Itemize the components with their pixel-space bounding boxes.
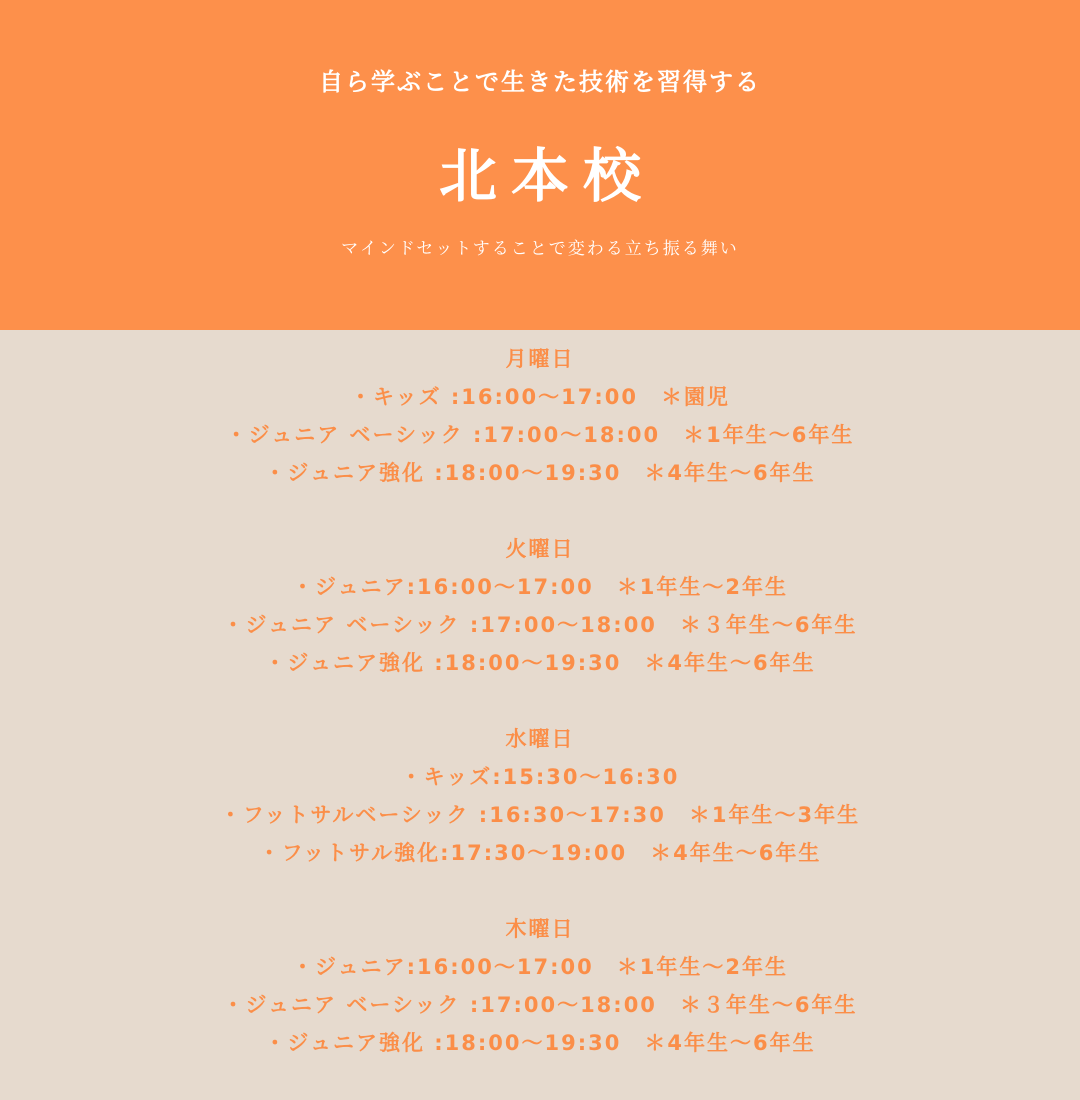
day-heading: 月曜日 bbox=[505, 347, 575, 371]
class-entry: ・ジュニア ベーシック :17:00〜18:00 ＊３年生〜6年生 bbox=[222, 613, 858, 637]
day-heading: 水曜日 bbox=[505, 727, 575, 751]
day-heading: 木曜日 bbox=[505, 917, 575, 941]
class-entry: ・キッズ :16:00〜17:00 ＊園児 bbox=[350, 385, 730, 409]
header-banner bbox=[0, 0, 1080, 330]
day-heading: 火曜日 bbox=[505, 537, 575, 561]
day-block-monday bbox=[0, 340, 1080, 492]
campus-title: 北本校 bbox=[438, 142, 655, 210]
class-entry: ・キッズ:15:30〜16:30 bbox=[400, 765, 680, 789]
day-block-tuesday bbox=[0, 530, 1080, 682]
class-entry: ・フットサル強化:17:30〜19:00 ＊4年生〜6年生 bbox=[258, 841, 822, 865]
class-entry: ・ジュニア強化 :18:00〜19:30 ＊4年生〜6年生 bbox=[264, 461, 816, 485]
class-entry: ・ジュニア ベーシック :17:00〜18:00 ＊1年生〜6年生 bbox=[225, 423, 855, 447]
subtitle: マインドセットすることで変わる立ち振る舞い bbox=[341, 239, 739, 259]
day-block-thursday bbox=[0, 910, 1080, 1062]
class-entry: ・フットサルベーシック :16:30〜17:30 ＊1年生〜3年生 bbox=[219, 803, 861, 827]
tagline: 自ら学ぶことで生きた技術を習得する bbox=[319, 68, 761, 96]
day-block-wednesday bbox=[0, 720, 1080, 872]
class-entry: ・ジュニア強化 :18:00〜19:30 ＊4年生〜6年生 bbox=[264, 1031, 816, 1055]
schedule-section bbox=[0, 340, 1080, 1100]
class-entry: ・ジュニア:16:00〜17:00 ＊1年生〜2年生 bbox=[292, 955, 788, 979]
class-entry: ・ジュニア ベーシック :17:00〜18:00 ＊３年生〜6年生 bbox=[222, 993, 858, 1017]
class-entry: ・ジュニア強化 :18:00〜19:30 ＊4年生〜6年生 bbox=[264, 651, 816, 675]
class-entry: ・ジュニア:16:00〜17:00 ＊1年生〜2年生 bbox=[292, 575, 788, 599]
